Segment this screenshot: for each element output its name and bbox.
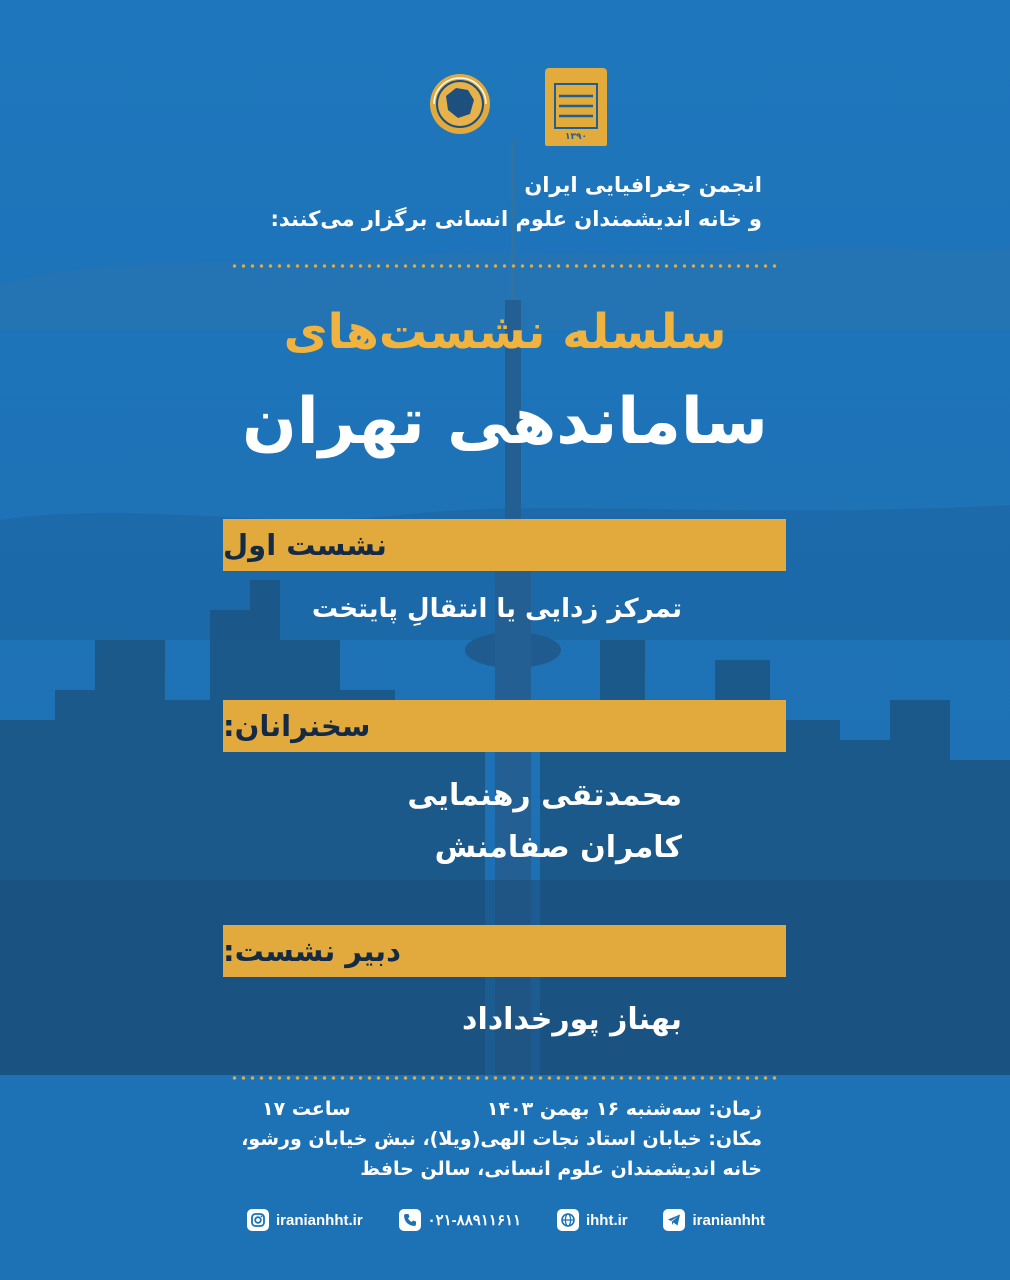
location-line-2: خانه اندیشمندان علوم انسانی، سالن حافظ <box>360 1158 762 1180</box>
intro-line-1: انجمن جغرافیایی ایران <box>524 173 762 197</box>
speaker-name-1: محمدتقی رهنمایی <box>407 778 682 813</box>
contact-telegram[interactable] <box>663 1209 765 1231</box>
khaneh-andishmandan-logo <box>545 68 607 146</box>
contact-telegram-text: iranianhht <box>692 1211 765 1229</box>
series-title: سلسله نشست‌های <box>283 304 727 360</box>
speaker-name-2: کامران صفامنش <box>434 830 682 865</box>
web-icon <box>557 1209 579 1231</box>
dotted-divider <box>230 264 782 268</box>
series-subtitle: ساماندهی تهران <box>242 385 768 459</box>
instagram-icon <box>247 1209 269 1231</box>
organizers-intro <box>202 168 762 236</box>
session-topic: تمرکز زدایی یا انتقالِ پایتخت <box>311 594 682 624</box>
contact-web[interactable] <box>557 1209 628 1231</box>
speakers-label: سخنرانان: <box>223 709 371 743</box>
secretary-label: دبیر نشست: <box>223 934 401 968</box>
session-label: نشست اول <box>223 528 387 562</box>
intro-line-2: و خانه اندیشمندان علوم انسانی برگزار می‌کنند: <box>270 207 762 231</box>
contact-instagram-text: iranianhht.ir <box>276 1211 363 1229</box>
speakers-label-bar <box>223 700 786 752</box>
location-line-1: مکان: خیابان استاد نجات الهی(ویلا)، نبش خیابان ورشو، <box>241 1128 762 1150</box>
session-label-bar <box>223 519 786 571</box>
event-details <box>202 1094 762 1184</box>
secretary-label-bar <box>223 925 786 977</box>
dotted-divider-bottom <box>230 1076 782 1080</box>
time-row <box>202 1094 762 1124</box>
contact-phone[interactable] <box>399 1209 522 1231</box>
event-hour: ساعت ۱۷ <box>262 1098 351 1120</box>
iranian-geographical-association-logo <box>416 60 504 148</box>
contact-phone-text: ۰۲۱-۸۸۹۱۱۶۱۱ <box>427 1212 522 1229</box>
telegram-icon <box>663 1209 685 1231</box>
svg-text:۱۳۹۰: ۱۳۹۰ <box>565 132 587 142</box>
contact-bar <box>247 1205 765 1235</box>
contact-instagram[interactable] <box>247 1209 363 1231</box>
contact-web-text: ihht.ir <box>585 1211 628 1229</box>
secretary-name: بهناز پورخداداد <box>462 1002 682 1037</box>
phone-icon <box>399 1209 421 1231</box>
event-date: زمان: سه‌شنبه ۱۶ بهمن ۱۴۰۳ <box>486 1098 762 1120</box>
